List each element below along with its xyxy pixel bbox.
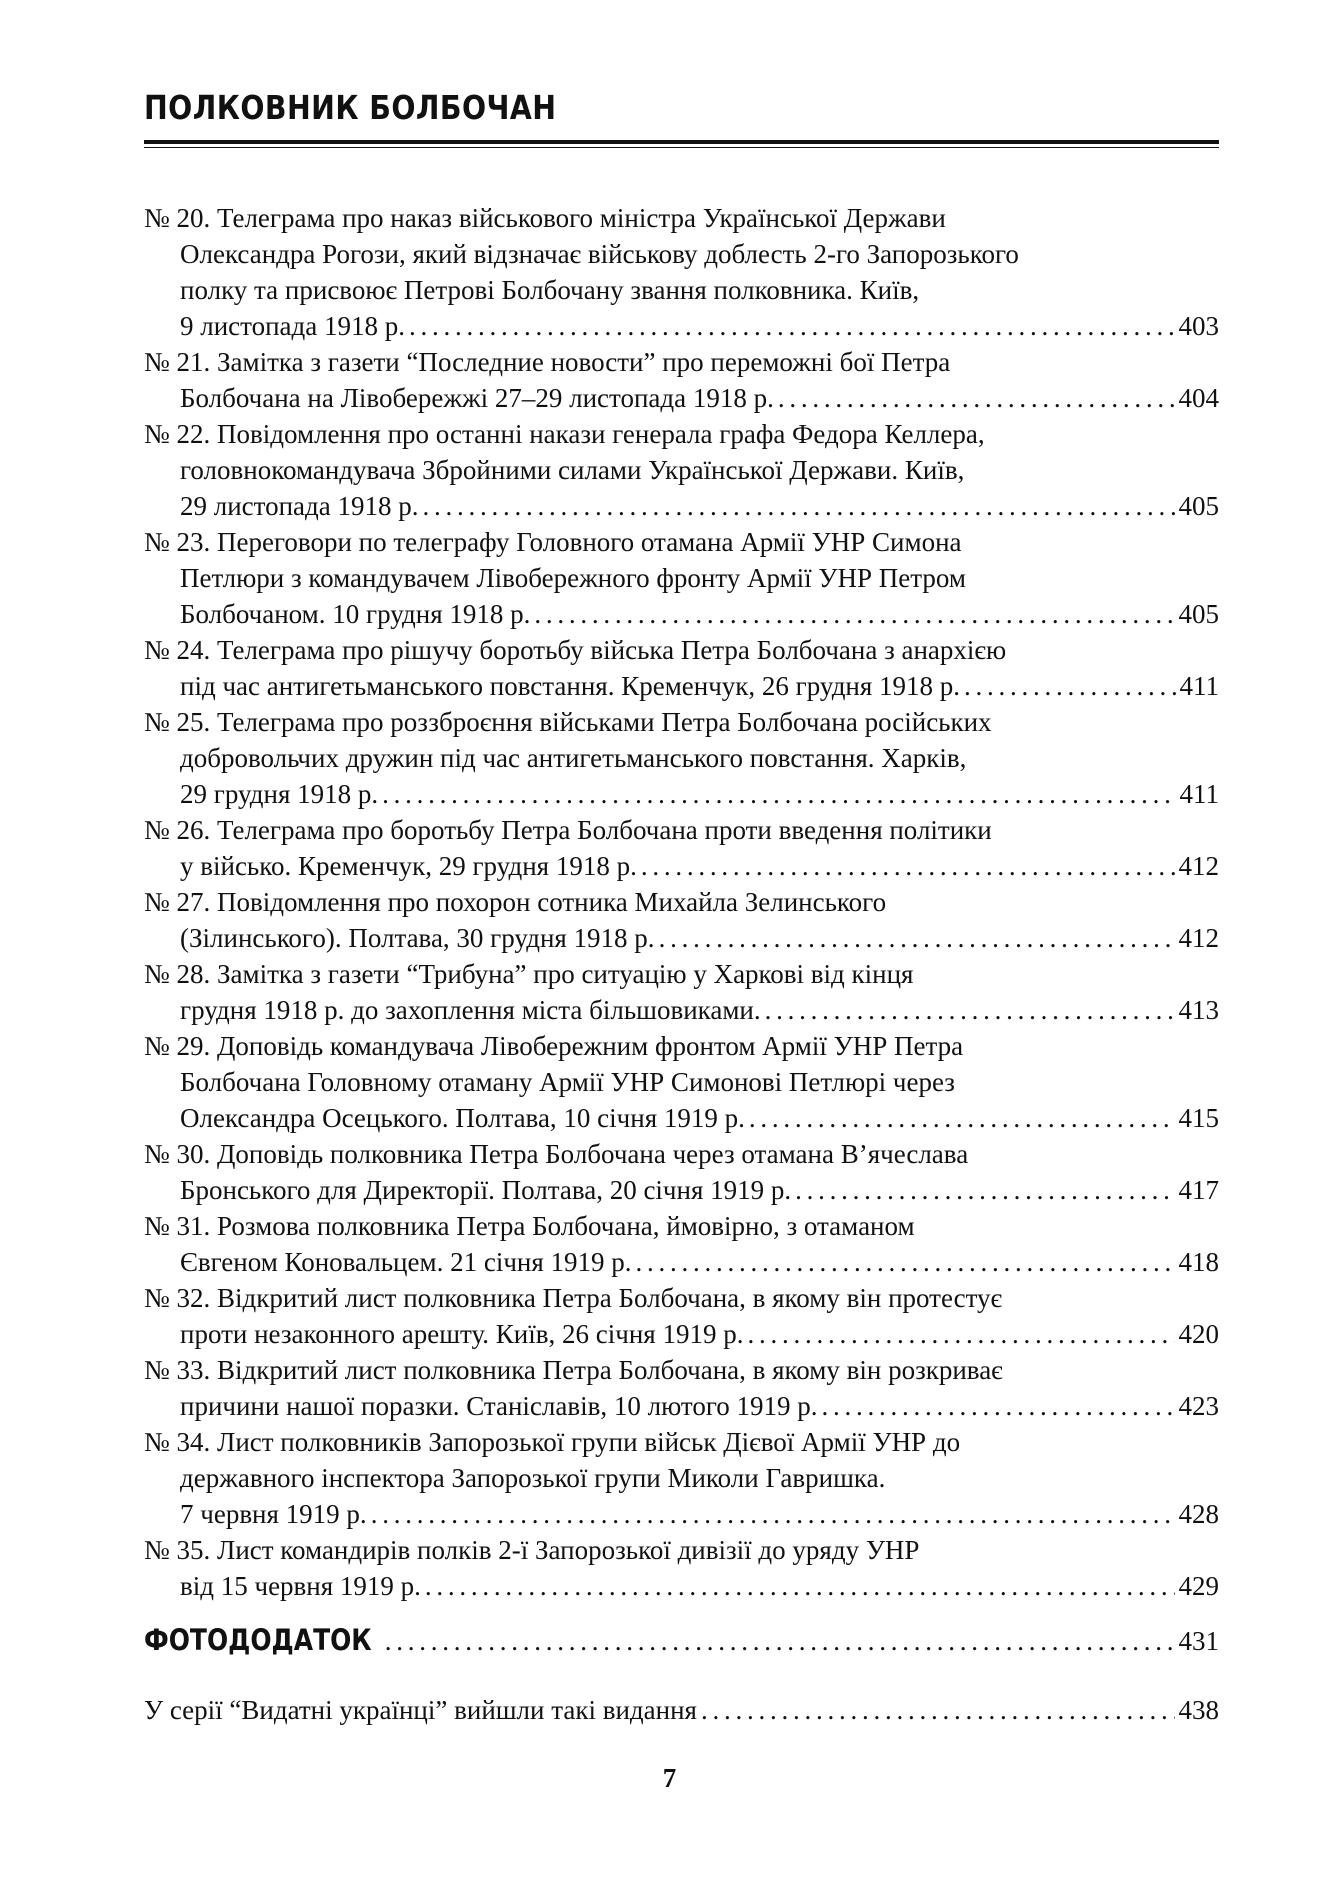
toc-entry-line: полку та присвоює Петрові Болбочану звання полковника. Київ,	[180, 275, 920, 305]
toc-entry-line: Болбочана Головному отаману Армії УНР Симонові Петлюрі через	[180, 1067, 955, 1097]
toc-entry-line: № 29. Доповідь командувача Лівобережним фронтом Армії УНР Петра	[144, 1031, 964, 1061]
leader-dots	[425, 1568, 1175, 1604]
leader-dots	[749, 1100, 1175, 1136]
toc-entry-text: Олександра Осецького. Полтава, 10 січня 1919 р.	[180, 1103, 745, 1133]
toc-entry-page: 413	[1178, 995, 1219, 1025]
toc-entry-text: 7 червня 1919 р.	[180, 1499, 367, 1529]
toc-entry-page: 403	[1178, 311, 1219, 341]
toc-entry-line: № 20. Телеграма про наказ військового міністра Української Держави	[144, 203, 946, 233]
leader-dots	[822, 1388, 1175, 1424]
toc-entry-text: у військо. Кременчук, 29 грудня 1918 р.	[180, 851, 637, 881]
toc-entry-line: № 26. Телеграма про боротьбу Петра Болбочана проти введення політики	[144, 815, 992, 845]
toc-entry-text: Євгеном Коновальцем. 21 січня 1919 р.	[180, 1247, 632, 1277]
toc-entry-page: 411	[1179, 779, 1219, 809]
toc-entry[interactable]	[144, 632, 1219, 704]
leader-dots	[765, 992, 1175, 1028]
toc-entry[interactable]	[144, 1136, 1219, 1208]
toc-entry[interactable]	[144, 956, 1219, 1028]
toc-entry-page: 418	[1178, 1247, 1219, 1277]
leader-dots	[371, 1496, 1175, 1532]
toc-entry-page: 415	[1178, 1103, 1219, 1133]
toc-entry-text: під час антигетьманського повстання. Кременчук, 26 грудня 1918 р.	[180, 671, 961, 701]
toc-entry[interactable]	[144, 884, 1219, 956]
toc-entry-page: 429	[1178, 1571, 1219, 1601]
toc-entry-text: (Зілинського). Полтава, 30 грудня 1918 р.	[180, 923, 655, 953]
toc-entry-page: 428	[1178, 1499, 1219, 1529]
toc-entry-line: № 34. Лист полковників Запорозької групи військ Дієвої Армії УНР до	[144, 1427, 961, 1457]
section-title: У серії “Видатні українці” вийшли такі видання	[144, 1695, 697, 1725]
toc-entry-last-line	[144, 848, 1219, 884]
toc-entry-last-line	[144, 1568, 1219, 1604]
toc-entry-text: 29 листопада 1918 р.	[180, 491, 419, 521]
toc-entry-last-line	[144, 1316, 1219, 1352]
toc-entry-last-line	[144, 920, 1219, 956]
toc-entry-text: причини нашої поразки. Станіславів, 10 лютого 1919 р.	[180, 1391, 818, 1421]
toc-entry-line: № 21. Замітка з газети “Последние новости” про переможні бої Петра	[144, 347, 951, 377]
page-number: 7	[662, 1763, 677, 1793]
toc-entry-line: № 22. Повідомлення про останні накази генерала графа Федора Келлера,	[144, 419, 985, 449]
toc-entry-line: № 23. Переговори по телеграфу Головного отамана Армії УНР Симона	[144, 527, 962, 557]
toc-entry[interactable]	[144, 1424, 1219, 1532]
table-of-contents	[144, 200, 1219, 1604]
toc-entry[interactable]	[144, 200, 1219, 344]
leader-dots	[659, 920, 1175, 956]
toc-entry-page: 412	[1178, 851, 1219, 881]
leader-dots	[382, 776, 1175, 812]
toc-entry-page: 417	[1178, 1175, 1219, 1205]
toc-entry-page: 405	[1178, 491, 1219, 521]
toc-entry-text: 29 грудня 1918 р.	[180, 779, 379, 809]
leader-dots	[636, 1244, 1175, 1280]
toc-entry[interactable]	[144, 1352, 1219, 1424]
toc-entry-page: 405	[1178, 599, 1219, 629]
toc-entry[interactable]	[144, 524, 1219, 632]
toc-entry[interactable]	[144, 1280, 1219, 1352]
toc-entry-text: проти незаконного арешту. Київ, 26 січня 1919 р.	[180, 1319, 744, 1349]
toc-entry-line: № 31. Розмова полковника Петра Болбочана, ймовірно, з отаманом	[144, 1211, 915, 1241]
header-rule-thin	[144, 147, 1219, 148]
leader-dots	[795, 1172, 1174, 1208]
leader-dots	[385, 1626, 1175, 1657]
toc-entry-text: Болбочаном. 10 грудня 1918 р.	[180, 599, 531, 629]
toc-entry-line: № 35. Лист командирів полків 2-ї Запорозької дивізії до уряду УНР	[144, 1535, 920, 1565]
toc-entry-last-line	[144, 596, 1219, 632]
section-title: ФОТОДОДАТОК	[144, 1623, 372, 1657]
book-title: ПОЛКОВНИК БОЛБОЧАН	[144, 88, 557, 127]
toc-entry[interactable]	[144, 416, 1219, 524]
toc-entry-line: № 30. Доповідь полковника Петра Болбочана через отамана В’ячеслава	[144, 1139, 969, 1169]
toc-entry-last-line	[144, 776, 1219, 812]
header-rule-thick	[144, 140, 1219, 144]
toc-entry-line: № 27. Повідомлення про похорон сотника Михайла Зелинського	[144, 887, 887, 917]
toc-entry-line: Петлюри з командувачем Лівобережного фронту Армії УНР Петром	[180, 563, 966, 593]
toc-entry-last-line	[144, 1496, 1219, 1532]
toc-entry-last-line	[144, 308, 1219, 344]
toc-entry-page: 411	[1179, 671, 1219, 701]
toc-entry-page: 404	[1178, 383, 1219, 413]
toc-entry-text: 9 листопада 1918 р.	[180, 311, 406, 341]
toc-entry-last-line	[144, 992, 1219, 1028]
toc-entry-line: Олександра Рогози, який відзначає військову доблесть 2-го Запорозького	[180, 239, 1019, 269]
section-page: 431	[1178, 1626, 1219, 1656]
toc-entry[interactable]	[144, 1028, 1219, 1136]
leader-dots	[534, 596, 1174, 632]
toc-entry-line: головнокомандувача Збройними силами Української Держави. Київ,	[180, 455, 965, 485]
section-page: 438	[1178, 1695, 1219, 1725]
leader-dots	[701, 1695, 1175, 1726]
toc-entry-last-line	[144, 1244, 1219, 1280]
leader-dots	[778, 380, 1175, 416]
toc-entry[interactable]	[144, 1208, 1219, 1280]
toc-entry-last-line	[144, 1388, 1219, 1424]
toc-entry-last-line	[144, 488, 1219, 524]
leader-dots	[964, 668, 1175, 704]
leader-dots	[409, 308, 1174, 344]
leader-dots	[747, 1316, 1174, 1352]
toc-entry-page: 423	[1178, 1391, 1219, 1421]
toc-entry-line: добровольчих дружин під час антигетьманського повстання. Харків,	[180, 743, 967, 773]
toc-entry-page: 420	[1178, 1319, 1219, 1349]
toc-entry-last-line	[144, 1100, 1219, 1136]
toc-entry-line: № 28. Замітка з газети “Трибуна” про ситуацію у Харкові від кінця	[144, 959, 914, 989]
leader-dots	[423, 488, 1175, 524]
toc-section-series[interactable]	[144, 1695, 1219, 1726]
running-header	[144, 86, 1219, 148]
toc-entry-last-line	[144, 380, 1219, 416]
toc-entry-last-line	[144, 668, 1219, 704]
toc-entry[interactable]	[144, 344, 1219, 416]
toc-entry-line: № 24. Телеграма про рішучу боротьбу війська Петра Болбочана з анархією	[144, 635, 1007, 665]
toc-entry-line: державного інспектора Запорозької групи Миколи Гавришка.	[180, 1463, 886, 1493]
toc-entry-text: Бронського для Директорії. Полтава, 20 січня 1919 р.	[180, 1175, 792, 1205]
toc-entry-line: № 33. Відкритий лист полковника Петра Болбочана, в якому він розкриває	[144, 1355, 1003, 1385]
toc-section-photo[interactable]	[144, 1623, 1219, 1657]
toc-entry-text: Болбочана на Лівобережжі 27–29 листопада 1918 р.	[180, 383, 774, 413]
toc-entry-last-line	[144, 1172, 1219, 1208]
toc-entry-text: від 15 червня 1919 р.	[180, 1571, 421, 1601]
toc-entry-text: грудня 1918 р. до захоплення міста більшовиками.	[180, 995, 761, 1025]
toc-entry-line: № 25. Телеграма про роззброєння військами Петра Болбочана російських	[144, 707, 992, 737]
toc-entry[interactable]	[144, 812, 1219, 884]
toc-entry-page: 412	[1178, 923, 1219, 953]
toc-entry[interactable]	[144, 704, 1219, 812]
leader-dots	[641, 848, 1175, 884]
toc-entry[interactable]	[144, 1532, 1219, 1604]
toc-entry-line: № 32. Відкритий лист полковника Петра Болбочана, в якому він протестує	[144, 1283, 1003, 1313]
